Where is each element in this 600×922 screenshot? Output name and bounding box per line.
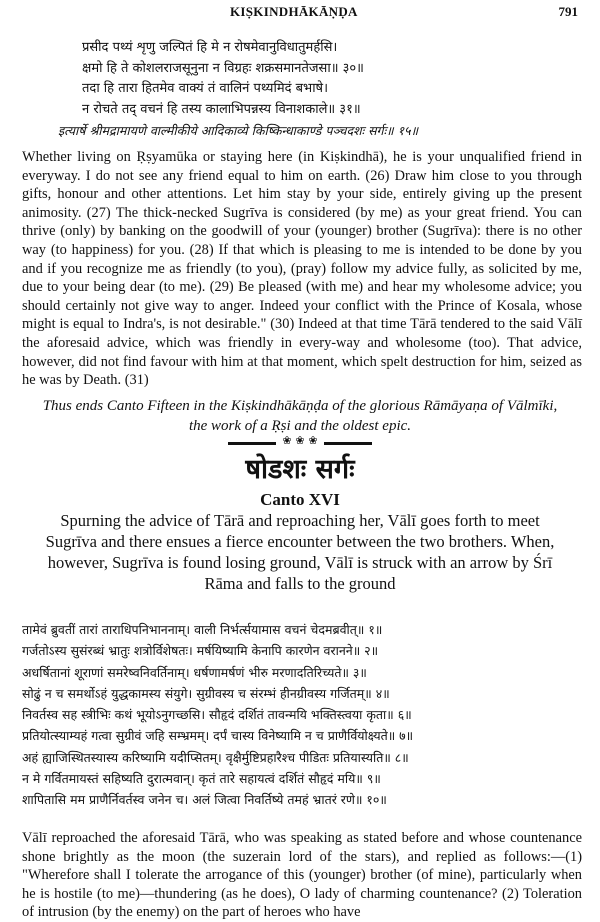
canto-english-title: Canto XVI [260, 490, 340, 509]
canto-sanskrit-title: षोडशः सर्गः [245, 454, 355, 485]
canto-summary: Spurning the advice of Tārā and reproaching her, Vālī goes forth to meet Sugrīva and there ensues a fierce encounter between the two brothers. When, however, Sugrīva is found losing ground, Vālī is struck with an arrow by Śrī Rāma and falls to the ground [45, 511, 555, 593]
ornament-glyphs: ❀ ❀ ❀ [282, 434, 318, 447]
verse-line: अधर्षितानां शूराणां समरेष्वनिवर्तिनाम्। धर्षणामर्षणं भीरु मरणादतिरिच्यते॥ ३॥ [22, 664, 367, 680]
page-number: 791 [558, 4, 578, 19]
verse-line: तदा हि तारा हितमेव वाक्यं तं वालिनं पथ्यमिदं बभाषे। [82, 81, 328, 96]
translation-paragraph-bottom: Vālī reproached the aforesaid Tārā, who was speaking as stated before and whose countenance shone brightly as the moon (the suzerain lord of the stars), and replied as follows:—(1) "Wherefore shall I tolerate the arrogance of this (younger) brother (of mine), particularly when he is hostile (to me)—thundering (as he does), O lady of charming countenance? (2) Toleration of intrusion (by the enemy) on the part of heroes who have [22, 830, 582, 921]
verse-line: सोढुं न च समर्थोऽहं युद्धकामस्य संयुगे। सुग्रीवस्य च संरम्भं हीनग्रीवस्य गर्जितम्॥ ४॥ [22, 685, 390, 701]
verse-line: अहं ह्याजिस्थितस्यास्य करिष्यामि यदीप्सितम्। वृक्षैर्मुष्टिप्रहारैश्च पीडितः प्रतियास्यति॥ ८॥ [22, 749, 409, 765]
verse-line: प्रतियोत्स्याम्यहं गत्वा सुग्रीवं जहि सम्भ्रमम्। दर्पं चास्य विनेष्यामि न च प्राणैर्वियोक्ष्यते॥ ७॥ [22, 728, 414, 744]
verse-line: शापितासि मम प्राणैर्निवर्तस्व जनेन च। अलं जित्वा निवर्तिष्ये तमहं भ्रातरं रणे॥ १०॥ [22, 792, 387, 808]
sanskrit-verses-bottom [22, 619, 582, 811]
ornament-rule-left [228, 442, 276, 445]
verse-line: गर्जतोऽस्य सुसंरब्धं भ्रातुः शत्रोर्विशेषतः। मर्षयिष्यामि केनापि कारणेन वरानने॥ २॥ [22, 643, 379, 659]
verse-line: निवर्तस्व सह स्त्रीभिः कथं भूयोऽनुगच्छसि। सौहृदं दर्शितं तावन्मयि भक्तिस्त्वया कृता॥ ६॥ [22, 707, 412, 723]
ornament-rule-right [324, 442, 372, 445]
translation-paragraph-top: Whether living on Ṛṣyamūka or staying here (in Kiṣkindhā), he is your unqualified friend in everyway. I do not see any friend equal to him on earth. (26) Draw him close to you through gifts, honour and other attentions. Let him stay by your side, entirely giving up the present animosity. (27) The thick-necked Sugrīva is considered (by me) as your great friend. You can thrive (only) by banking on the goodwill of your (younger) brother (Sugrīva): there is no other way (to happiness) for you. (28) If that which is pleasing to me is intended to be done by you and if you recognize me as friendly (to you), (pray) follow my advice fully, as solicited by me, due to your being dear (to me). (29) Be pleased (with me) and hear my wholesome advice; you should certainly not give way to anger. Indeed your conflict with the Prince of Kosala, whose might is equal to Indra's, is not desirable." (30) Indeed at that time Tārā tendered to the said Vālī the aforesaid advice, which was friendly in every-way and wholesome (too). That advice, however, did not find favour with him at that moment, which spelt destruction for him, seized as he was by Death. (31) [22, 149, 582, 389]
section-ornament [228, 436, 372, 450]
sanskrit-verses-top [82, 38, 542, 120]
english-colophon: Thus ends Canto Fifteen in the Kiṣkindhākāṇḍa of the glorious Rāmāyaṇa of Vālmīki, the work of a Ṛṣi and the oldest epic. [42, 398, 558, 434]
verse-line: प्रसीद पथ्यं शृणु जल्पितं हि मे न रोषमेवानुविधातुमर्हसि। [82, 40, 338, 55]
sanskrit-colophon: इत्यार्षे श्रीमद्रामायणे वाल्मीकीये आदिकाव्ये किष्किन्धाकाण्डे पञ्चदशः सर्गः॥ १५॥ [58, 123, 419, 138]
verse-line: क्षमो हि ते कोशलराजसूनुना न विग्रहः शक्रसमानतेजसा॥ ३०॥ [82, 60, 364, 76]
verse-line: तामेवं ब्रुवतीं तारां ताराधिपनिभाननाम्। वाली निर्भर्त्सयामास वचनं चेदमब्रवीत्॥ १॥ [22, 622, 383, 637]
page-header [0, 4, 600, 22]
verse-line: न रोचते तद् वचनं हि तस्य कालाभिपन्नस्य विनाशकाले॥ ३१॥ [82, 101, 361, 117]
verse-line: न मे गर्वितमायस्तं सहिष्यति दुरात्मवान्। कृतं तारे सहायत्वं दर्शितं सौहृदं मयि॥ ९॥ [22, 771, 381, 787]
running-title: KIṢKINDHĀKĀṆḌA [230, 4, 358, 19]
